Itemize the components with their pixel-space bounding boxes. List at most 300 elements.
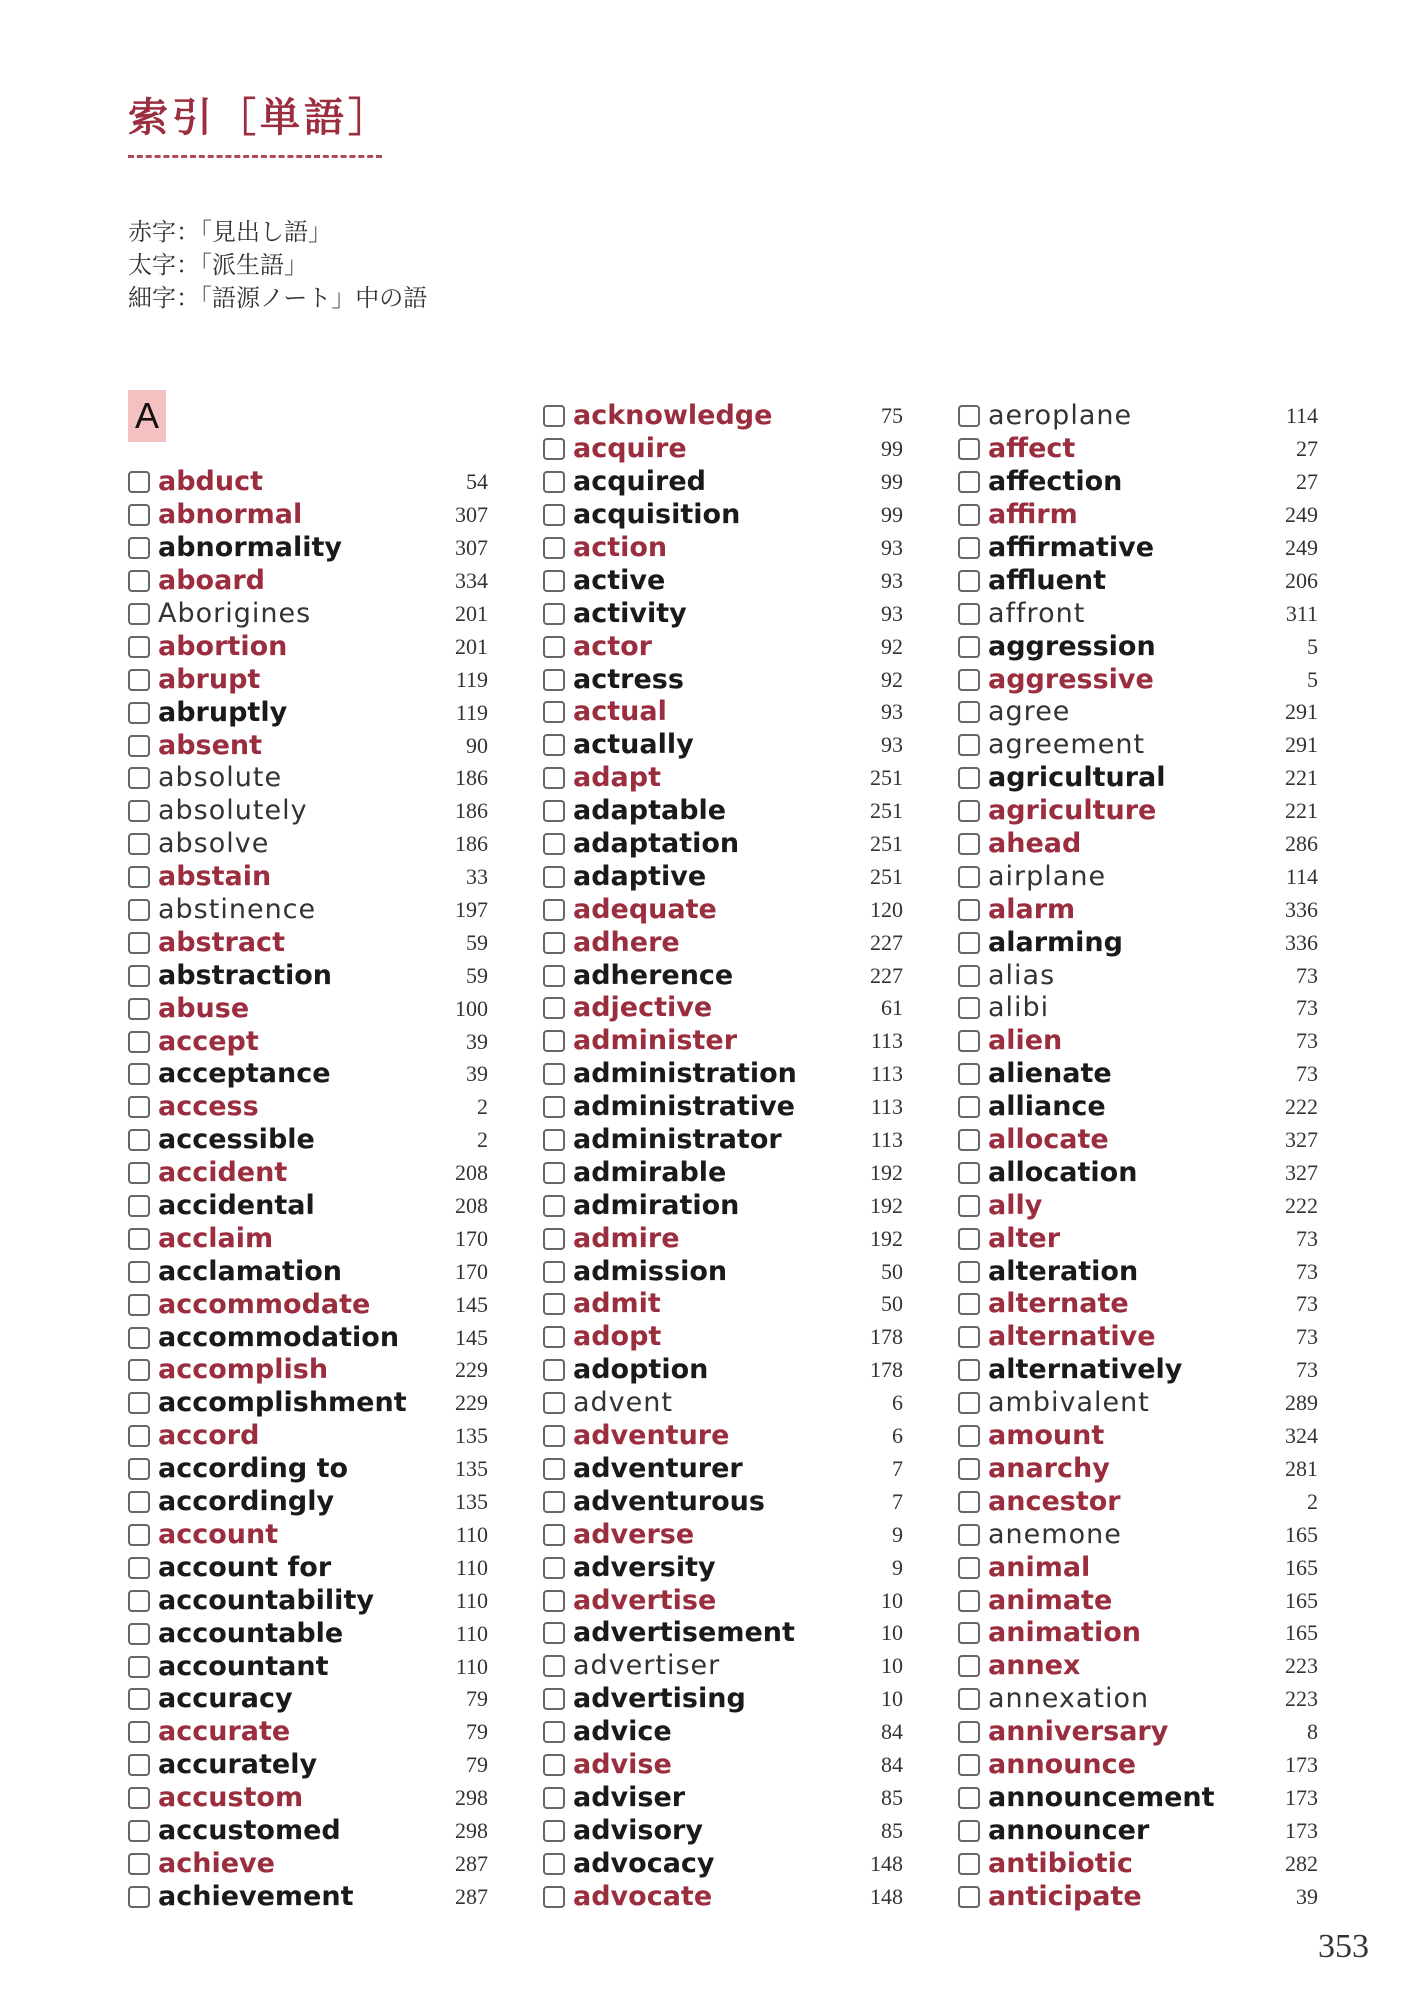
index-entry (958, 499, 1318, 532)
entry-word: adventure (573, 1420, 730, 1452)
checkbox[interactable] (128, 1491, 150, 1513)
checkbox[interactable] (543, 1030, 565, 1052)
entry-page: 10 (881, 1686, 903, 1712)
entry-word: accurate (158, 1716, 291, 1748)
index-entry (543, 1091, 903, 1124)
entry-word: affect (988, 433, 1076, 465)
checkbox[interactable] (128, 1195, 150, 1217)
checkbox[interactable] (128, 1294, 150, 1316)
entry-word: administer (573, 1025, 738, 1057)
checkbox[interactable] (128, 1754, 150, 1776)
entry-page: 6 (892, 1390, 903, 1416)
index-entry (958, 828, 1318, 861)
checkbox[interactable] (958, 1261, 980, 1283)
checkbox[interactable] (958, 734, 980, 756)
checkbox[interactable] (543, 1458, 565, 1480)
checkbox[interactable] (128, 1688, 150, 1710)
entry-word: alarm (988, 893, 1076, 925)
index-entry (958, 1683, 1318, 1716)
checkbox[interactable] (128, 1787, 150, 1809)
checkbox[interactable] (958, 1096, 980, 1118)
entry-word: accomplish (158, 1354, 329, 1386)
entry-word: ambivalent (988, 1387, 1150, 1419)
checkbox[interactable] (128, 735, 150, 757)
entry-page: 79 (466, 1686, 488, 1712)
checkbox[interactable] (543, 570, 565, 592)
checkbox[interactable] (128, 1524, 150, 1546)
checkbox[interactable] (543, 866, 565, 888)
entry-word: ahead (988, 828, 1082, 860)
checkbox[interactable] (958, 1655, 980, 1677)
checkbox[interactable] (543, 800, 565, 822)
checkbox[interactable] (128, 932, 150, 954)
checkbox[interactable] (958, 1853, 980, 1875)
checkbox[interactable] (543, 405, 565, 427)
checkbox[interactable] (128, 1557, 150, 1579)
entry-word: abrupt (158, 663, 261, 695)
index-entry (128, 1880, 488, 1913)
entry-word: abstinence (158, 894, 317, 926)
checkbox[interactable] (128, 570, 150, 592)
checkbox[interactable] (543, 1557, 565, 1579)
checkbox[interactable] (543, 1820, 565, 1842)
checkbox[interactable] (958, 800, 980, 822)
checkbox[interactable] (128, 899, 150, 921)
entry-page: 287 (455, 1850, 488, 1876)
checkbox[interactable] (958, 1557, 980, 1579)
entry-word: abnormal (158, 499, 303, 531)
entry-word: agriculture (988, 795, 1157, 827)
checkbox[interactable] (543, 1261, 565, 1283)
section-letter-badge: A (128, 390, 166, 442)
checkbox[interactable] (128, 1327, 150, 1349)
entry-word: activity (573, 597, 687, 629)
index-entry (128, 696, 488, 729)
entry-page: 281 (1285, 1455, 1318, 1481)
entry-page: 8 (1307, 1719, 1318, 1745)
checkbox[interactable] (543, 1293, 565, 1315)
index-entry (543, 959, 903, 992)
checkbox[interactable] (543, 471, 565, 493)
checkbox[interactable] (128, 1228, 150, 1250)
entry-page: 286 (1285, 831, 1318, 857)
index-entry (958, 1354, 1318, 1387)
checkbox[interactable] (128, 636, 150, 658)
index-entry (958, 1091, 1318, 1124)
checkbox[interactable] (128, 1853, 150, 1875)
entry-page: 54 (466, 469, 488, 495)
checkbox[interactable] (128, 669, 150, 691)
checkbox[interactable] (958, 1129, 980, 1151)
entry-word: adapt (573, 762, 662, 794)
index-entry (958, 1485, 1318, 1518)
checkbox[interactable] (543, 1688, 565, 1710)
checkbox[interactable] (958, 1787, 980, 1809)
index-entry (543, 1485, 903, 1518)
index-entry (958, 1025, 1318, 1058)
index-entry (128, 1847, 488, 1880)
index-entry (128, 1749, 488, 1782)
index-entry (958, 433, 1318, 466)
entry-word: adherence (573, 959, 734, 991)
checkbox[interactable] (543, 1392, 565, 1414)
checkbox[interactable] (958, 1392, 980, 1414)
entry-word: admission (573, 1255, 728, 1287)
index-entry (958, 1749, 1318, 1782)
index-entry (543, 795, 903, 828)
entry-word: absolve (158, 828, 270, 860)
checkbox[interactable] (543, 734, 565, 756)
checkbox[interactable] (128, 504, 150, 526)
checkbox[interactable] (958, 1030, 980, 1052)
index-entry (958, 762, 1318, 795)
entry-word: alter (988, 1222, 1061, 1254)
entry-word: aggressive (988, 663, 1154, 695)
entry-page: 307 (455, 535, 488, 561)
checkbox[interactable] (128, 1886, 150, 1908)
checkbox[interactable] (958, 1063, 980, 1085)
checkbox[interactable] (958, 866, 980, 888)
checkbox[interactable] (958, 767, 980, 789)
checkbox[interactable] (543, 537, 565, 559)
checkbox[interactable] (128, 800, 150, 822)
index-entry (958, 1847, 1318, 1880)
entry-word: abstraction (158, 959, 332, 991)
checkbox[interactable] (128, 702, 150, 724)
entry-word: accountability (158, 1584, 374, 1616)
checkbox[interactable] (958, 1688, 980, 1710)
checkbox[interactable] (543, 1195, 565, 1217)
entry-page: 9 (892, 1554, 903, 1580)
checkbox[interactable] (543, 701, 565, 723)
index-entry (543, 1189, 903, 1222)
checkbox[interactable] (958, 471, 980, 493)
index-entry (128, 1321, 488, 1354)
title-dashed-rule (128, 155, 382, 158)
index-entry (543, 1255, 903, 1288)
entry-word: anemone (988, 1518, 1122, 1550)
entry-word: accuracy (158, 1683, 293, 1715)
entry-word: abstract (158, 926, 285, 958)
entry-page: 178 (870, 1357, 903, 1383)
entry-page: 165 (1285, 1587, 1318, 1613)
index-column-1 (128, 466, 488, 1913)
index-entry (958, 1156, 1318, 1189)
entry-word: anarchy (988, 1452, 1110, 1484)
checkbox[interactable] (543, 1590, 565, 1612)
index-entry (958, 1551, 1318, 1584)
checkbox[interactable] (128, 537, 150, 559)
entry-page: 170 (455, 1225, 488, 1251)
checkbox[interactable] (128, 1590, 150, 1612)
checkbox[interactable] (958, 1425, 980, 1447)
checkbox[interactable] (543, 1886, 565, 1908)
checkbox[interactable] (128, 603, 150, 625)
entry-word: animate (988, 1584, 1113, 1616)
entry-page: 208 (455, 1160, 488, 1186)
checkbox[interactable] (958, 1458, 980, 1480)
checkbox[interactable] (128, 767, 150, 789)
checkbox[interactable] (543, 504, 565, 526)
index-entry (543, 1420, 903, 1453)
checkbox[interactable] (958, 1162, 980, 1184)
index-entry (128, 1255, 488, 1288)
checkbox[interactable] (543, 1491, 565, 1513)
index-entry (543, 1025, 903, 1058)
entry-page: 173 (1285, 1784, 1318, 1810)
entry-word: admire (573, 1222, 680, 1254)
entry-word: alternate (988, 1288, 1129, 1320)
entry-word: access (158, 1091, 259, 1123)
checkbox[interactable] (543, 767, 565, 789)
index-entry (128, 1815, 488, 1848)
checkbox[interactable] (128, 471, 150, 493)
index-entry (958, 729, 1318, 762)
entry-page: 85 (881, 1817, 903, 1843)
checkbox[interactable] (958, 438, 980, 460)
entry-page: 186 (455, 765, 488, 791)
entry-page: 223 (1285, 1686, 1318, 1712)
checkbox[interactable] (128, 1721, 150, 1743)
checkbox[interactable] (543, 1622, 565, 1644)
entry-page: 336 (1285, 896, 1318, 922)
checkbox[interactable] (128, 1458, 150, 1480)
index-entry (958, 926, 1318, 959)
index-entry (958, 860, 1318, 893)
entry-page: 113 (870, 1094, 903, 1120)
checkbox[interactable] (128, 1096, 150, 1118)
checkbox[interactable] (958, 1820, 980, 1842)
checkbox[interactable] (958, 669, 980, 691)
entry-page: 99 (881, 469, 903, 495)
checkbox[interactable] (543, 1787, 565, 1809)
entry-page: 186 (455, 798, 488, 824)
entry-word: acclamation (158, 1255, 342, 1287)
index-entry (543, 762, 903, 795)
checkbox[interactable] (958, 965, 980, 987)
checkbox[interactable] (958, 701, 980, 723)
index-entry (958, 1880, 1318, 1913)
index-entry (543, 433, 903, 466)
checkbox[interactable] (543, 1754, 565, 1776)
entry-page: 7 (892, 1488, 903, 1514)
checkbox[interactable] (128, 1425, 150, 1447)
checkbox[interactable] (543, 1425, 565, 1447)
index-entry (128, 1025, 488, 1058)
index-entry (543, 663, 903, 696)
entry-word: allocate (988, 1124, 1109, 1156)
checkbox[interactable] (543, 1162, 565, 1184)
checkbox[interactable] (543, 932, 565, 954)
checkbox[interactable] (543, 1326, 565, 1348)
checkbox[interactable] (543, 997, 565, 1019)
entry-page: 110 (455, 1587, 488, 1613)
checkbox[interactable] (543, 1129, 565, 1151)
entry-word: alarming (988, 926, 1123, 958)
checkbox[interactable] (543, 1228, 565, 1250)
index-entry (128, 532, 488, 565)
entry-word: account for (158, 1551, 332, 1583)
entry-page: 251 (870, 798, 903, 824)
entry-word: achievement (158, 1880, 354, 1912)
entry-page: 208 (455, 1193, 488, 1219)
checkbox[interactable] (128, 965, 150, 987)
checkbox[interactable] (958, 504, 980, 526)
checkbox[interactable] (128, 1063, 150, 1085)
checkbox[interactable] (543, 636, 565, 658)
checkbox[interactable] (958, 1195, 980, 1217)
checkbox[interactable] (958, 1359, 980, 1381)
entry-word: advise (573, 1748, 672, 1780)
entry-page: 170 (455, 1258, 488, 1284)
entry-page: 227 (870, 962, 903, 988)
entry-page: 2 (477, 1127, 488, 1153)
entry-word: accountant (158, 1650, 329, 1682)
checkbox[interactable] (958, 603, 980, 625)
checkbox[interactable] (543, 1096, 565, 1118)
entry-word: advent (573, 1387, 673, 1419)
entry-page: 79 (466, 1752, 488, 1778)
index-entry (543, 597, 903, 630)
checkbox[interactable] (128, 1656, 150, 1678)
checkbox[interactable] (958, 1326, 980, 1348)
entry-word: ancestor (988, 1485, 1121, 1517)
entry-word: antibiotic (988, 1847, 1133, 1879)
checkbox[interactable] (958, 1590, 980, 1612)
checkbox[interactable] (958, 1524, 980, 1546)
entry-word: actress (573, 663, 684, 695)
entry-word: alias (988, 959, 1056, 991)
entry-word: announce (988, 1748, 1136, 1780)
entry-page: 5 (1307, 633, 1318, 659)
entry-page: 114 (1285, 403, 1318, 429)
index-column-3 (958, 400, 1318, 1913)
index-entry (543, 1781, 903, 1814)
checkbox[interactable] (543, 438, 565, 460)
checkbox[interactable] (128, 833, 150, 855)
entry-word: acquired (573, 466, 706, 498)
entry-page: 39 (466, 1061, 488, 1087)
entry-word: accidental (158, 1190, 315, 1222)
entry-page: 327 (1285, 1127, 1318, 1153)
checkbox[interactable] (958, 405, 980, 427)
checkbox[interactable] (958, 570, 980, 592)
checkbox[interactable] (128, 866, 150, 888)
entry-page: 197 (455, 897, 488, 923)
entry-word: ally (988, 1189, 1043, 1221)
entry-word: Aborigines (158, 598, 312, 629)
entry-word: accountable (158, 1617, 344, 1649)
index-entry (958, 564, 1318, 597)
entry-word: actor (573, 630, 652, 662)
entry-page: 289 (1285, 1390, 1318, 1416)
entry-page: 298 (455, 1785, 488, 1811)
checkbox[interactable] (543, 965, 565, 987)
index-entry (128, 1617, 488, 1650)
index-entry (543, 926, 903, 959)
entry-word: abstain (158, 861, 272, 893)
checkbox[interactable] (128, 998, 150, 1020)
checkbox[interactable] (958, 1622, 980, 1644)
index-entry (958, 630, 1318, 663)
entry-page: 93 (881, 567, 903, 593)
checkbox[interactable] (543, 669, 565, 691)
index-entry (543, 1387, 903, 1420)
checkbox[interactable] (128, 1623, 150, 1645)
checkbox[interactable] (958, 1721, 980, 1743)
entry-page: 251 (870, 863, 903, 889)
entry-page: 10 (881, 1653, 903, 1679)
checkbox[interactable] (958, 1886, 980, 1908)
entry-word: adverse (573, 1518, 695, 1550)
entry-word: administration (573, 1058, 797, 1090)
checkbox[interactable] (958, 997, 980, 1019)
checkbox[interactable] (128, 1261, 150, 1283)
entry-page: 73 (1296, 995, 1318, 1021)
entry-page: 92 (881, 666, 903, 692)
entry-word: active (573, 564, 666, 596)
entry-page: 291 (1285, 699, 1318, 725)
entry-word: airplane (988, 860, 1107, 892)
entry-page: 5 (1307, 666, 1318, 692)
index-entry (543, 1518, 903, 1551)
checkbox[interactable] (543, 1853, 565, 1875)
checkbox[interactable] (128, 1392, 150, 1414)
checkbox[interactable] (958, 1491, 980, 1513)
entry-page: 336 (1285, 929, 1318, 955)
checkbox[interactable] (543, 1063, 565, 1085)
checkbox[interactable] (543, 1655, 565, 1677)
checkbox[interactable] (958, 537, 980, 559)
checkbox[interactable] (958, 636, 980, 658)
entry-page: 227 (870, 929, 903, 955)
checkbox[interactable] (543, 1524, 565, 1546)
entry-word: adaptation (573, 828, 740, 860)
checkbox[interactable] (958, 1754, 980, 1776)
index-entry (543, 1716, 903, 1749)
checkbox[interactable] (543, 833, 565, 855)
checkbox[interactable] (128, 1129, 150, 1151)
checkbox[interactable] (958, 1228, 980, 1250)
checkbox[interactable] (543, 603, 565, 625)
entry-word: adversity (573, 1551, 716, 1583)
checkbox[interactable] (958, 1293, 980, 1315)
checkbox[interactable] (958, 932, 980, 954)
entry-page: 39 (1296, 1883, 1318, 1909)
checkbox[interactable] (543, 899, 565, 921)
entry-page: 73 (1296, 1291, 1318, 1317)
checkbox[interactable] (128, 1820, 150, 1842)
checkbox[interactable] (128, 1031, 150, 1053)
checkbox[interactable] (543, 1721, 565, 1743)
entry-word: acknowledge (573, 400, 773, 432)
index-entry (128, 1453, 488, 1486)
index-entry (543, 1354, 903, 1387)
index-entry (543, 1058, 903, 1091)
checkbox[interactable] (958, 833, 980, 855)
index-entry (128, 729, 488, 762)
checkbox[interactable] (958, 899, 980, 921)
index-entry (543, 1321, 903, 1354)
entry-word: acquire (573, 433, 687, 465)
entry-page: 186 (455, 831, 488, 857)
checkbox[interactable] (128, 1359, 150, 1381)
entry-word: administrative (573, 1091, 795, 1123)
checkbox[interactable] (543, 1359, 565, 1381)
entry-word: alternative (988, 1321, 1156, 1353)
entry-page: 85 (881, 1784, 903, 1810)
checkbox[interactable] (128, 1162, 150, 1184)
